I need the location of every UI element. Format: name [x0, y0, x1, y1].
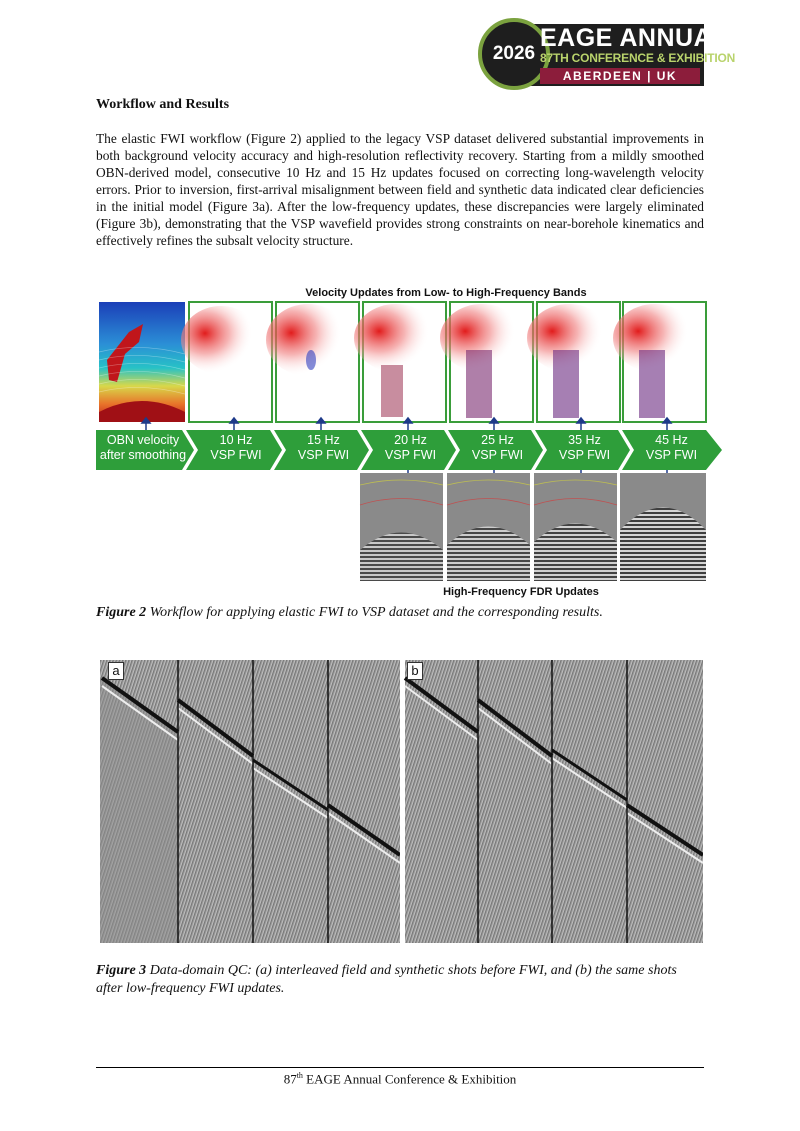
- footer-text: 87th EAGE Annual Conference & Exhibition: [283, 1071, 517, 1087]
- stage-label-20hz: 20 Hz VSP FWI: [384, 433, 437, 462]
- figure-2: [96, 280, 726, 600]
- stage-label-obn: OBN velocity after smoothing: [99, 433, 187, 462]
- panel-label-a: a: [108, 662, 124, 680]
- panel-label-b: b: [407, 662, 423, 680]
- figure-3: [100, 660, 703, 943]
- body-paragraph: The elastic FWI workflow (Figure 2) applied to the legacy VSP dataset delivered substantial improvements in both background velocity accuracy and high-resolution reflectivity recovery. Starting from a mildly smoothed OBN-derived model, consecutive 10 Hz and 15 Hz updates focused on correcting long-wavelength velocity errors. Prior to inversion, first-arrival misalignment between field and synthetic data indicated clear deficiencies in the initial model (Figure 3a). After the low-frequency updates, these discrepancies were largely eliminated (Figure 3b), demonstrating that the VSP wavefield provides strong constraints on near-borehole kinematics and effectively refines the subsalt velocity structure.: [96, 131, 704, 248]
- figure-3-caption: Figure 3 Data-domain QC: (a) interleaved field and synthetic shots before FWI, and (b) the same shots after low-frequency FWI updates.: [96, 963, 677, 996]
- footer-rule: [96, 1067, 704, 1068]
- logo-title: EAGE ANNUAL: [540, 24, 728, 52]
- stage-label-10hz: 10 Hz VSP FWI: [210, 433, 262, 462]
- stage-label-35hz: 35 Hz VSP FWI: [558, 433, 611, 462]
- stage-label-25hz: 25 Hz VSP FWI: [471, 433, 524, 462]
- logo-year-badge: 2026: [478, 18, 550, 90]
- velocity-panel-20hz: [354, 302, 446, 422]
- stage-label-15hz: 15 Hz VSP FWI: [297, 433, 350, 462]
- velocity-panel-25hz: [440, 302, 533, 422]
- fdr-panels: [360, 473, 706, 581]
- velocity-panel-15hz: [266, 302, 359, 422]
- logo-location: ABERDEEN | UK: [540, 68, 700, 84]
- figure-2-top-title: Velocity Updates from Low- to High-Frequency Bands: [305, 287, 587, 299]
- figure-2-bottom-title: High-Frequency FDR Updates: [443, 586, 599, 598]
- figure-2-caption: Figure 2 Workflow for applying elastic FWI to VSP dataset and the corresponding results.: [96, 605, 603, 620]
- velocity-panel-35hz: [527, 302, 620, 422]
- logo-subtitle: 87TH CONFERENCE & EXHIBITION: [540, 51, 736, 65]
- velocity-panel-10hz: [181, 302, 272, 422]
- conference-logo: [478, 18, 736, 90]
- stage-label-45hz: 45 Hz VSP FWI: [645, 433, 698, 462]
- section-heading: Workflow and Results: [96, 97, 230, 112]
- velocity-panel-45hz: [613, 302, 706, 422]
